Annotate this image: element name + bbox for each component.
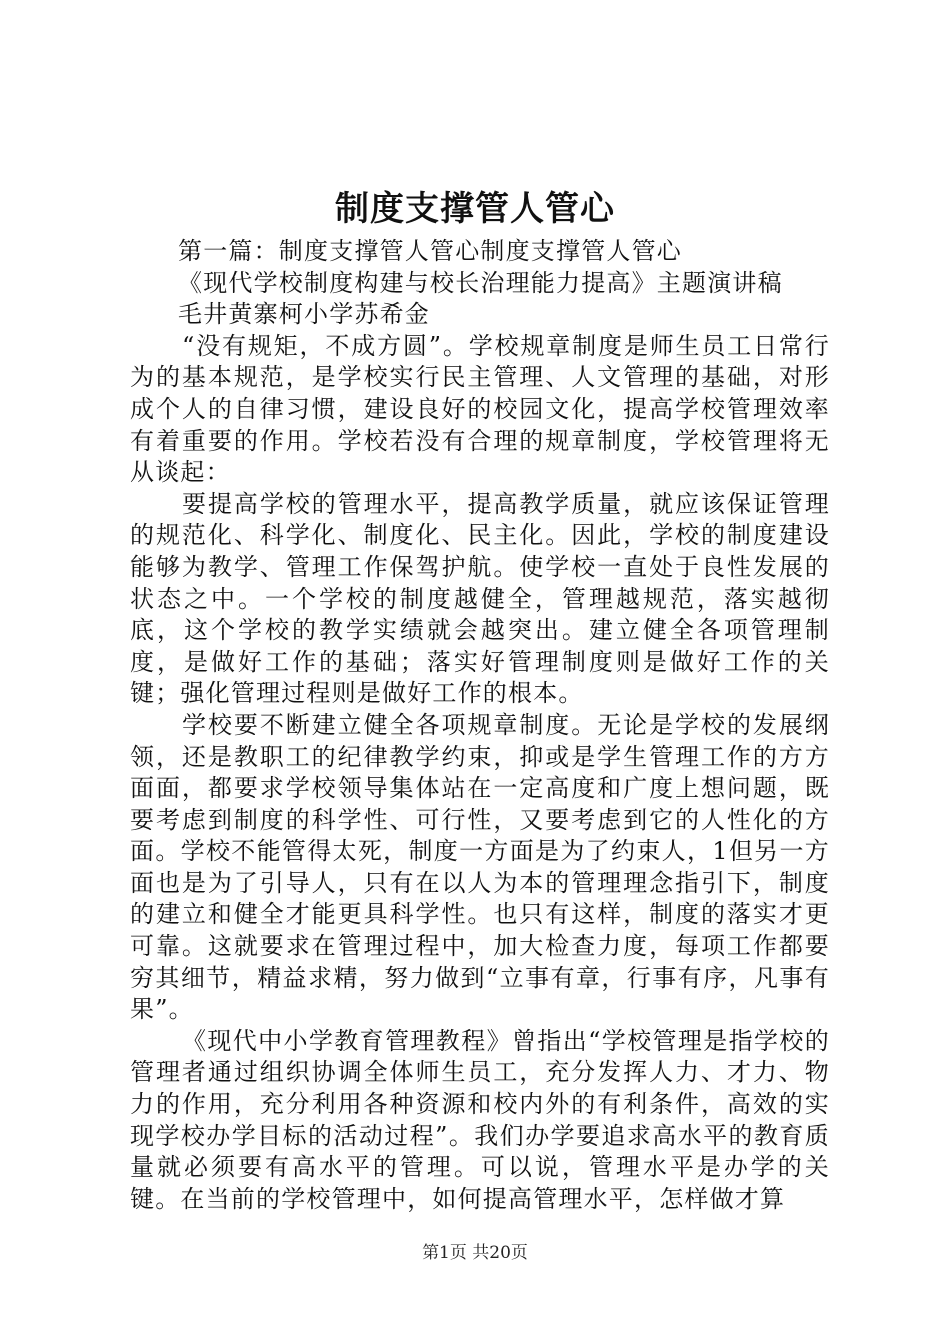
document-title: 制度支撑管人管心 <box>335 189 615 229</box>
page-footer: 第1页 共20页 <box>422 1243 528 1263</box>
paragraph: “没有规矩，不成方圆”。学校规章制度是师生员工日常行为的基本规范，是学校实行民主管理、人文管理的基础，对形成个人的自律习惯，建设良好的校园文化，提高学校管理效率有着重要的作用。学校若没有合理的规章制度，学校管理将无从谈起： <box>130 331 830 487</box>
document-body <box>130 236 830 1215</box>
section-heading: 第一篇：制度支撑管人管心制度支撑管人管心 <box>178 237 682 265</box>
speech-title: 《现代学校制度构建与校长治理能力提高》主题演讲稿 <box>178 268 783 297</box>
paragraph: 要提高学校的管理水平，提高教学质量，就应该保证管理的规范化、科学化、制度化、民主化。因此，学校的制度建设能够为教学、管理工作保驾护航。使学校一直处于良性发展的状态之中。一个学校的制度越健全，管理越规范，落实越彻底，这个学校的教学实绩就会越突出。建立健全各项管理制度，是做好工作的基础；落实好管理制度则是做好工作的关键；强化管理过程则是做好工作的根本。 <box>130 489 830 708</box>
author-line: 毛井黄寨柯小学苏希金 <box>178 300 430 329</box>
paragraph: 《现代中小学教育管理教程》曾指出“学校管理是指学校的管理者通过组织协调全体师生员工，充分发挥人力、才力、物力的作用，充分利用各种资源和校内外的有利条件，高效的实现学校办学目标的活动过程”。我们办学要追求高水平的教育质量就必须要有高水平的管理。可以说，管理水平是办学的关键。在当前的学校管理中，如何提高管理水平，怎样做才算 <box>130 1026 830 1213</box>
paragraph: 学校要不断建立健全各项规章制度。无论是学校的发展纲领，还是教职工的纪律教学约束，抑或是学生管理工作的方方面面，都要求学校领导集体站在一定高度和广度上想问题，既要考虑到制度的科学性、可行性，又要考虑到它的人性化的方面。学校不能管得太死，制度一方面是为了约束人，1但另一方面也是为了引导人，只有在以人为本的管理理念指引下，制度的建立和健全才能更具科学性。也只有这样，制度的落实才更可靠。这就要求在管理过程中，加大检查力度，每项工作都要穷其细节，精益求精，努力做到“立事有章，行事有序，凡事有果”。 <box>130 710 830 1024</box>
